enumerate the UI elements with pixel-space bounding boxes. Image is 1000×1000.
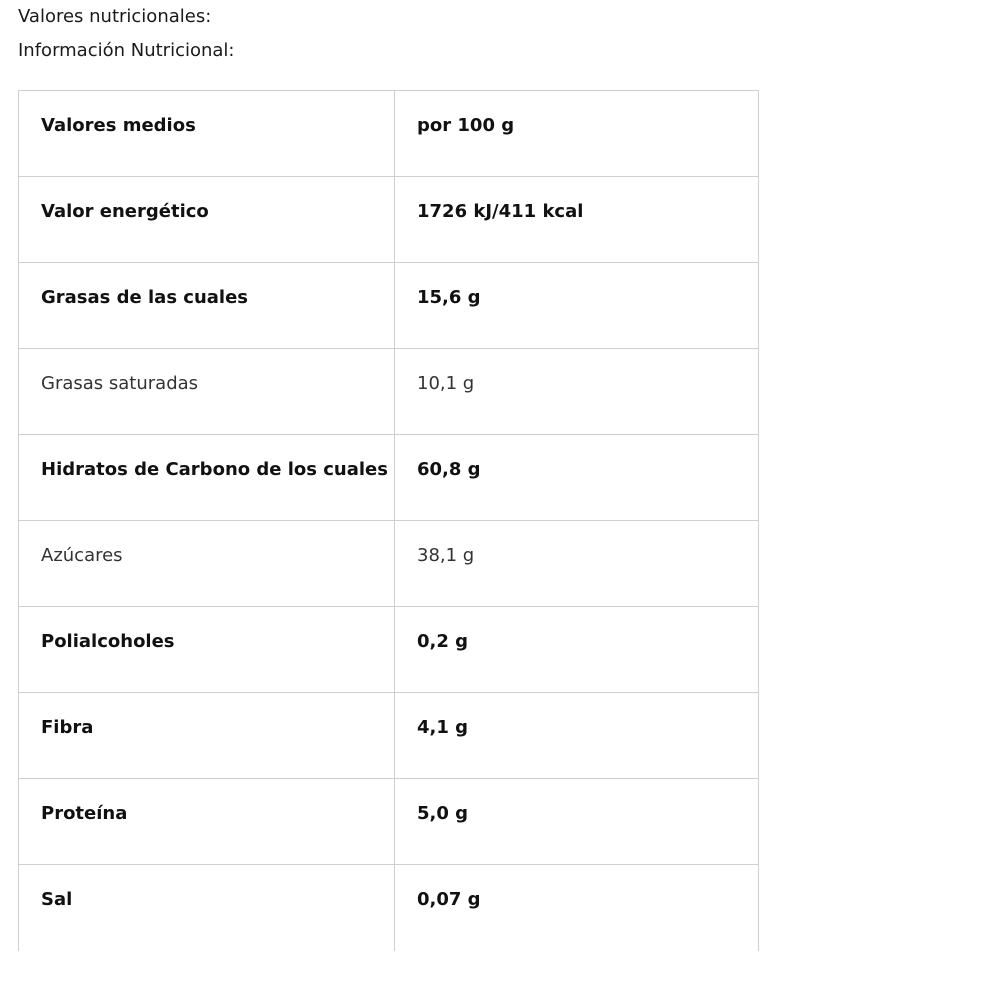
nutrient-value-cell [395, 865, 759, 951]
heading-informacion-nutricional: Información Nutricional: [18, 40, 235, 61]
nutrient-value: 0,07 g [417, 889, 481, 910]
nutrient-value-cell [395, 91, 759, 177]
nutrient-name: Polialcoholes [41, 631, 175, 652]
table-row [19, 349, 759, 435]
table-row [19, 435, 759, 521]
nutrient-name: Grasas saturadas [41, 373, 199, 394]
nutrient-value-cell [395, 521, 759, 607]
nutrient-name-cell [19, 779, 395, 865]
nutrient-value-cell [395, 349, 759, 435]
nutrient-value: por 100 g [417, 115, 515, 136]
nutrition-table-body [19, 91, 759, 951]
table-row [19, 693, 759, 779]
nutrient-value: 0,2 g [417, 631, 469, 652]
nutrition-table [18, 90, 759, 951]
nutrient-name-cell [19, 177, 395, 263]
nutrient-value: 60,8 g [417, 459, 481, 480]
nutrient-value-cell [395, 263, 759, 349]
table-row [19, 607, 759, 693]
nutrient-name: Azúcares [41, 545, 123, 566]
nutrient-value-cell [395, 607, 759, 693]
nutrient-value: 38,1 g [417, 545, 475, 566]
nutrient-name: Hidratos de Carbono de los cuales [41, 459, 388, 480]
table-row [19, 865, 759, 951]
nutrient-value-cell [395, 693, 759, 779]
nutrient-name: Grasas de las cuales [41, 287, 249, 308]
nutrient-name-cell [19, 693, 395, 779]
nutrient-value: 1726 kJ/411 kcal [417, 201, 584, 222]
nutrient-name-cell [19, 865, 395, 951]
nutrient-value-cell [395, 435, 759, 521]
nutrient-value: 5,0 g [417, 803, 469, 824]
nutrient-value-cell [395, 779, 759, 865]
nutrient-name: Sal [41, 889, 73, 910]
nutrient-value: 4,1 g [417, 717, 469, 738]
nutrient-name-cell [19, 349, 395, 435]
nutrient-name: Valores medios [41, 115, 196, 136]
table-row [19, 91, 759, 177]
nutrient-value-cell [395, 177, 759, 263]
nutrient-name-cell [19, 435, 395, 521]
table-row [19, 779, 759, 865]
nutrient-name-cell [19, 91, 395, 177]
nutrient-name: Valor energético [41, 201, 209, 222]
nutrient-name-cell [19, 521, 395, 607]
table-row [19, 177, 759, 263]
nutrient-value: 10,1 g [417, 373, 475, 394]
nutrient-name: Proteína [41, 803, 128, 824]
table-row [19, 263, 759, 349]
nutrient-value: 15,6 g [417, 287, 481, 308]
nutrient-name-cell [19, 607, 395, 693]
nutrient-name: Fibra [41, 717, 94, 738]
table-row [19, 521, 759, 607]
nutrient-name-cell [19, 263, 395, 349]
heading-valores-nutricionales: Valores nutricionales: [18, 6, 212, 27]
